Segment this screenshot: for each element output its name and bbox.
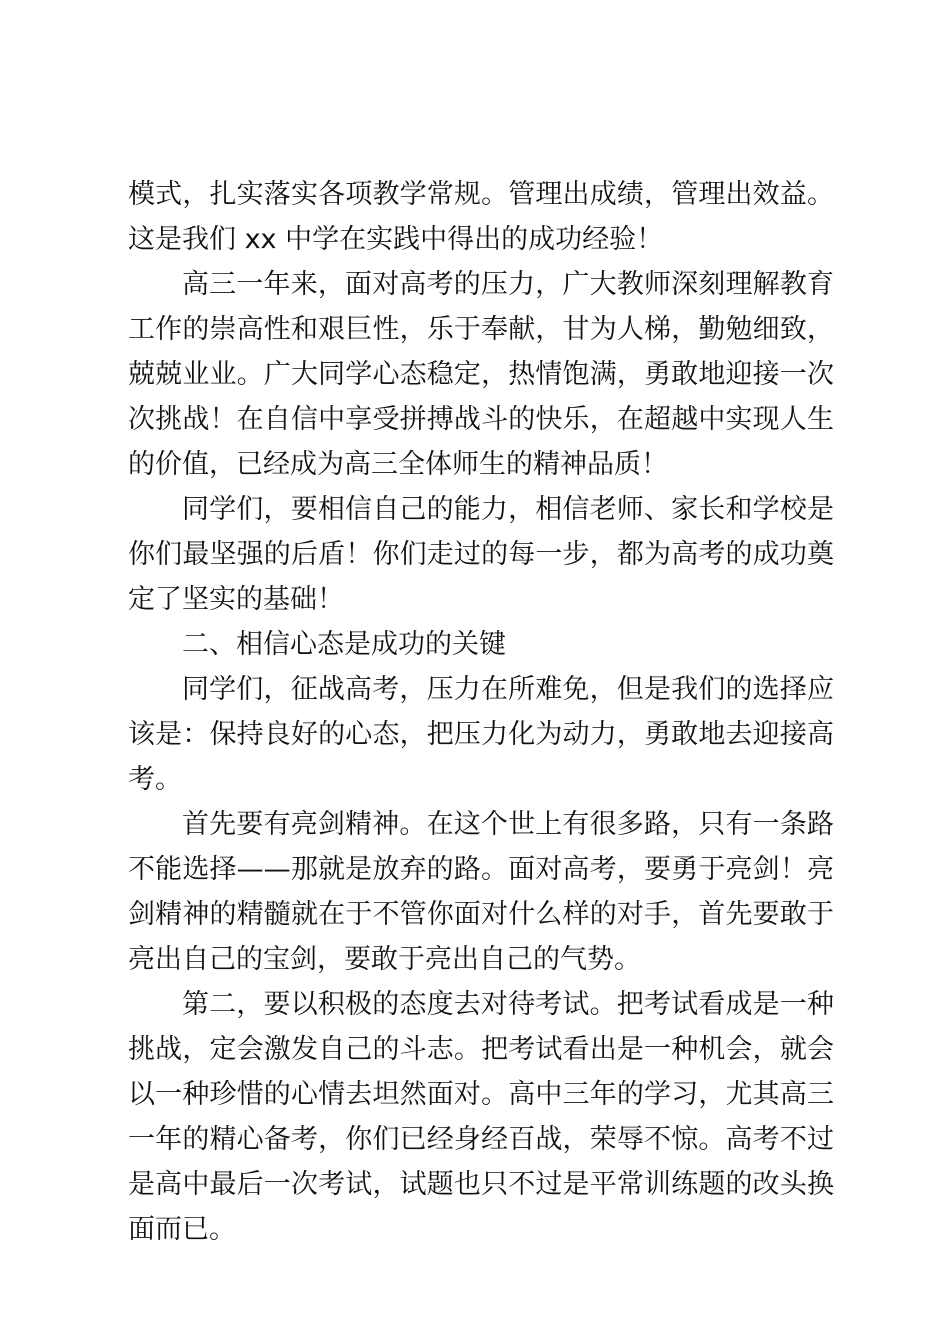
paragraph-pressure: 同学们，征战高考，压力在所难免，但是我们的选择应该是：保持良好的心态，把压力化为动力，勇敢地去迎接高考。 [128, 674, 834, 795]
paragraph-senior-year: 高三一年来，面对高考的压力，广大教师深刻理解教育工作的崇高性和艰巨性，乐于奉献，甘为人梯，勤勉细致，兢兢业业。广大同学心态稳定，热情饱满，勇敢地迎接一次次挑战！在自信中享受拼搏战斗的快乐，在超越中实现人生的价值，已经成为高三全体师生的精神品质！ [128, 269, 834, 480]
section-heading: 二、相信心态是成功的关键 [182, 629, 506, 660]
paragraph-positive-attitude: 第二，要以积极的态度去对待考试。把考试看成是一种挑战，定会激发自己的斗志。把考试看出是一种机会，就会以一种珍惜的心情去坦然面对。高中三年的学习，尤其高三一年的精心备考，你们已经身经百战，荣辱不惊。高考不过是高中最后一次考试，试题也只不过是平常训练题的改头换面而已。 [128, 989, 834, 1245]
paragraph-sword-spirit: 首先要有亮剑精神。在这个世上有很多路，只有一条路不能选择——那就是放弃的路。面对高考，要勇于亮剑！亮剑精神的精髓就在于不管你面对什么样的对手，首先要敢于亮出自己的宝剑，要敢于亮出自己的气势。 [128, 809, 834, 975]
paragraph-continuation: 模式，扎实落实各项教学常规。管理出成绩，管理出效益。这是我们 xx 中学在实践中得出的成功经验！ [128, 179, 834, 255]
document-body [128, 172, 834, 1252]
paragraph-believe-ability: 同学们，要相信自己的能力，相信老师、家长和学校是你们最坚强的后盾！你们走过的每一步，都为高考的成功奠定了坚实的基础！ [128, 494, 834, 615]
